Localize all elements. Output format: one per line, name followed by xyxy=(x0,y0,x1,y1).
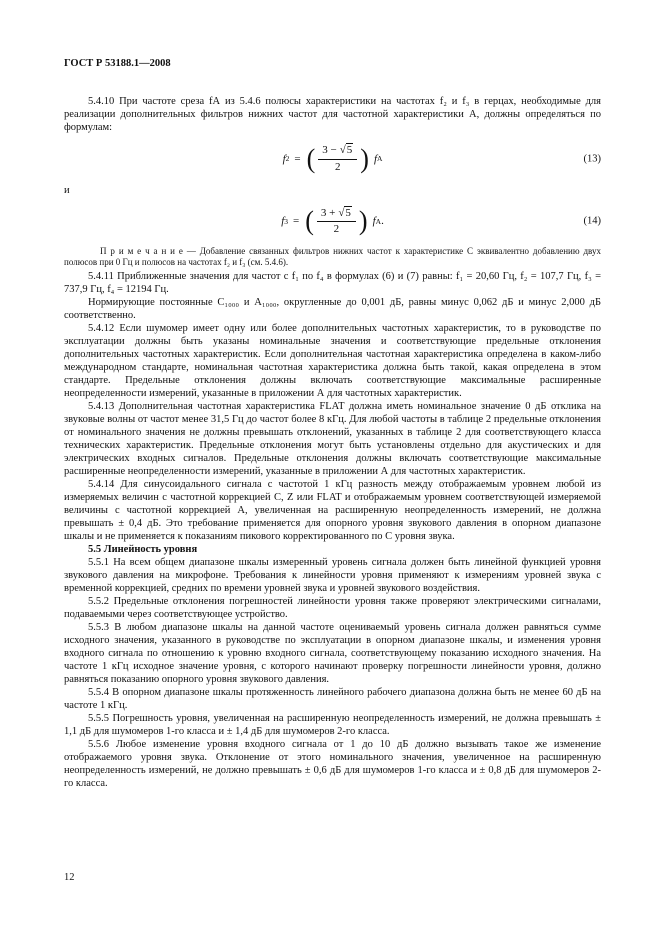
document-title: ГОСТ Р 53188.1—2008 xyxy=(64,58,171,69)
equation-13 xyxy=(64,143,601,175)
paragraph-5-4-14: 5.4.14 Для синусоидального сигнала с частотой 1 кГц разность между отображаемым уровнем любой из измеряемых величин с частотной коррекцией C, Z или FLAT и отображаемым уровнем соответствующей измеряемой величины с частотной коррекцией А, увеличенная на расширенную неопределенность измерений, не должна превышать ± 0,4 дБ. Это требование применяется для опорного уровня звукового давления в опорном диапазоне шкалы и не применяется к показаниям пикового корректированного по С уровня звука. xyxy=(64,479,601,542)
equation-number: (13) xyxy=(583,153,601,165)
formula-rhs: f xyxy=(372,215,376,228)
paragraph-5-4-11b: Нормирующие постоянные С₁₀₀₀ и А₁₀₀₀, округленные до 0,001 дБ, равны минус 0,062 дБ и минус 2,000 дБ соответственно. xyxy=(64,297,601,321)
sqrt-icon: √ xyxy=(338,206,345,219)
open-paren: ( xyxy=(305,205,314,236)
open-paren: ( xyxy=(306,143,316,174)
section-heading-5-5: 5.5 Линейность уровня xyxy=(88,544,198,555)
paragraph-5-5-1: 5.5.1 На всем общем диапазоне шкалы измеренный уровень сигнала должен быть линейной функцией уровня звукового давления на микрофоне. Требования к линейности уровня применяют к измерениям уровней звука с временной коррекцией, средних по времени уровней звука и уровней звукового воздействия. xyxy=(64,557,601,594)
formula-rhs: f xyxy=(373,152,378,165)
equation-number: (14) xyxy=(583,215,601,227)
paragraph-5-4-11: 5.4.11 Приближенные значения для частот с f₁ по f₄ в формулах (6) и (7) равны: f₁ = 20,60 Гц, f₂ = 107,7 Гц, f₃ = 737,9 Гц, f₄ = 12194 Гц. xyxy=(64,271,601,295)
formula-14: f 3 = ( 3 + √ 5 2 ) f A . xyxy=(281,205,384,236)
paragraph-5-4-13: 5.4.13 Дополнительная частотная характеристика FLAT должна иметь номинальное значение 0 дБ отклика на звуковые волны от частот менее 31,5 Гц до частот более 8 кГц. Для любой частоты в таблице 2 предельные отклонения от номинального значения не должны превышать отклонений, указанных в таблице 2 для соответствующего класса технических характеристик. Предельные отклонения могут быть установлены отдельно для акустических и для электрических входных сигналов. Предельные отклонения должны включать соответствующие максимальные расширенные неопределенности измерений, указанные в приложении А для частотных характеристик. xyxy=(64,401,601,477)
paragraph-5-5-4: 5.5.4 В опорном диапазоне шкалы протяженность линейного рабочего диапазона должна быть не менее 60 дБ на частоте 1 кГц. xyxy=(64,687,601,711)
paragraph-5-5-3: 5.5.3 В любом диапазоне шкалы на данной частоте оцениваемый уровень сигнала должен равняться сумме исходного значения, указанного в руководстве по эксплуатации в опорном диапазоне шкалы, и изменения уровня входного сигнала по отношению к уровню входного сигнала, соответствующему показанию исходного значения. На частоте 1 кГц исходное значение уровня, с которого начинают проверку погрешности линейности уровня, должно равняться показанию опорного уровня звукового давления. xyxy=(64,622,601,685)
paragraph-5-5-2: 5.5.2 Предельные отклонения погрешностей линейности уровня также проверяют электрическими сигналами, подаваемыми через соответствующее устройство. xyxy=(64,596,601,620)
page-number: 12 xyxy=(64,872,75,883)
formula-lhs: f xyxy=(281,215,285,228)
note-paragraph: П р и м е ч а н и е — Добавление связанных фильтров нижних частот к характеристике С эквивалентно добавлению двух полюсов при 0 Гц и полюсов на частотах f₂ и f₃ (см. 5.4.6). xyxy=(64,246,601,267)
fraction: 3 + √ 5 2 xyxy=(317,206,356,238)
sqrt-icon: √ xyxy=(339,144,346,156)
close-paren: ) xyxy=(360,143,369,174)
close-paren: ) xyxy=(358,205,368,236)
connector-word: и xyxy=(64,184,70,196)
fraction: 3 − √ 5 2 xyxy=(318,143,357,175)
paragraph-5-4-10: 5.4.10 При частоте среза fА из 5.4.6 полюсы характеристики на частотах f₂ и f₃ в герцах, необходимые для реализации дополнительных фильтров нижних частот для частотной характеристики А, должны определяться по формулам: xyxy=(64,96,601,133)
paragraph-5-5-5: 5.5.5 Погрешность уровня, увеличенная на расширенную неопределенность измерений, не должна превышать ± 1,1 дБ для шумомеров 1-го класса и ± 1,4 дБ для шумомеров 2-го класса. xyxy=(64,713,601,737)
paragraph-5-4-12: 5.4.12 Если шумомер имеет одну или более дополнительных частотных характеристик, то в руководстве по эксплуатации должны быть указаны номинальные значения и соответствующие предельные отклонения дополнительных частотных характеристик. Если дополнительная частотная характеристика определена в каком-либо международном стандарте, номинальная частотная характеристика должна быть такой, какая определена в этом стандарте. Предельные отклонения должны включать соответствующие максимальные расширенные неопределенности измерений, указанные в приложении А для частотных характеристик. xyxy=(64,323,601,399)
formula-13: f 2 = ( 3 − √ 5 2 ) f A xyxy=(282,143,383,174)
equation-14 xyxy=(64,206,601,238)
formula-lhs: f xyxy=(282,152,286,165)
paragraph-5-5-6: 5.5.6 Любое изменение уровня входного сигнала от 1 до 10 дБ должно вызывать такое же изменение отображаемого уровня звука. Отклонение от этого номинального значения, увеличенное на расширенную неопределенность измерений, не должно превышать ± 0,6 дБ для шумомеров 1-го класса и ± 0,8 дБ для шумомеров 2-го класса. xyxy=(64,739,601,789)
